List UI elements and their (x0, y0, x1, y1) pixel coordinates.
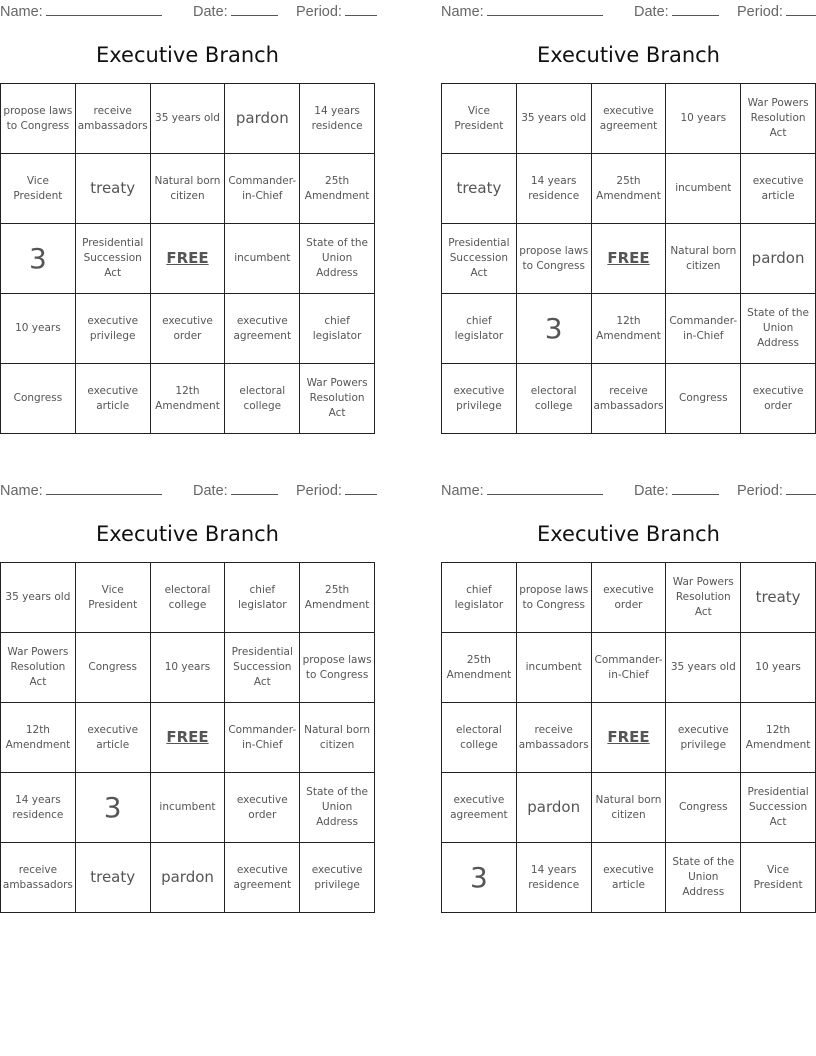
date-field (634, 481, 719, 499)
grid-cell: propose laws to Congress (516, 563, 591, 633)
grid-cell: electoral college (150, 563, 225, 633)
grid-cell: Natural born citizen (591, 773, 666, 843)
grid-cell: Commander-in-Chief (591, 633, 666, 703)
period-label: Period: (737, 483, 783, 499)
grid-cell: Congress (666, 773, 741, 843)
grid-cell: executive order (741, 364, 816, 434)
grid-cell: pardon (225, 84, 300, 154)
grid-cell: Vice President (1, 154, 76, 224)
name-blank (46, 2, 162, 16)
date-label: Date: (193, 483, 228, 499)
bingo-grid (0, 562, 375, 913)
name-blank (46, 481, 162, 495)
period-field (296, 481, 377, 499)
grid-cell: 12th Amendment (741, 703, 816, 773)
grid-row (1, 224, 375, 294)
grid-cell: Presidential Succession Act (442, 224, 517, 294)
bingo-card-1 (0, 0, 375, 440)
grid-cell: War Powers Resolution Act (300, 364, 375, 434)
grid-cell: treaty (442, 154, 517, 224)
grid-row (442, 84, 816, 154)
card-title: Executive Branch (96, 522, 279, 546)
grid-cell: executive order (591, 563, 666, 633)
grid-cell: 35 years old (1, 563, 76, 633)
grid-cell: 14 years residence (516, 154, 591, 224)
grid-cell: 35 years old (150, 84, 225, 154)
date-label: Date: (634, 483, 669, 499)
card-title: Executive Branch (537, 522, 720, 546)
grid-cell: treaty (741, 563, 816, 633)
grid-cell: 25th Amendment (300, 154, 375, 224)
grid-cell: 25th Amendment (591, 154, 666, 224)
grid-cell: 3 (75, 773, 150, 843)
date-blank (231, 481, 278, 495)
grid-cell: 35 years old (516, 84, 591, 154)
date-label: Date: (634, 4, 669, 20)
grid-row (442, 703, 816, 773)
name-label: Name: (0, 483, 43, 499)
grid-cell: 14 years residence (1, 773, 76, 843)
grid-cell: 3 (442, 843, 517, 913)
grid-cell: 10 years (666, 84, 741, 154)
grid-cell: Commander-in-Chief (666, 294, 741, 364)
grid-cell: State of the Union Address (300, 224, 375, 294)
grid-row (1, 773, 375, 843)
grid-cell: Vice President (75, 563, 150, 633)
name-label: Name: (0, 4, 43, 20)
grid-cell: receive ambassadors (591, 364, 666, 434)
grid-cell: State of the Union Address (666, 843, 741, 913)
grid-cell: executive order (150, 294, 225, 364)
grid-row (442, 633, 816, 703)
grid-row (1, 703, 375, 773)
grid-cell: executive article (75, 364, 150, 434)
grid-cell: Presidential Succession Act (225, 633, 300, 703)
grid-row (442, 364, 816, 434)
grid-cell: 10 years (741, 633, 816, 703)
bingo-grid (441, 83, 816, 434)
period-blank (786, 481, 816, 495)
grid-cell: State of the Union Address (741, 294, 816, 364)
bingo-grid (0, 83, 375, 434)
grid-cell: 3 (1, 224, 76, 294)
grid-cell: executive order (225, 773, 300, 843)
grid-cell: War Powers Resolution Act (1, 633, 76, 703)
grid-cell: War Powers Resolution Act (741, 84, 816, 154)
grid-row (442, 563, 816, 633)
grid-cell: chief legislator (442, 294, 517, 364)
grid-cell: executive article (591, 843, 666, 913)
period-field (737, 2, 816, 20)
name-label: Name: (441, 483, 484, 499)
grid-cell: incumbent (225, 224, 300, 294)
grid-cell: 12th Amendment (1, 703, 76, 773)
period-blank (345, 481, 377, 495)
grid-cell: Vice President (442, 84, 517, 154)
grid-cell: 12th Amendment (150, 364, 225, 434)
grid-cell: Vice President (741, 843, 816, 913)
grid-cell: pardon (741, 224, 816, 294)
grid-cell: Presidential Succession Act (741, 773, 816, 843)
grid-cell: 10 years (1, 294, 76, 364)
grid-row (442, 773, 816, 843)
grid-cell: Natural born citizen (666, 224, 741, 294)
grid-cell: propose laws to Congress (516, 224, 591, 294)
date-field (193, 481, 278, 499)
bingo-card-3 (0, 479, 375, 919)
grid-cell: executive agreement (225, 294, 300, 364)
date-blank (672, 2, 719, 16)
grid-cell: Commander-in-Chief (225, 703, 300, 773)
grid-cell: electoral college (442, 703, 517, 773)
grid-cell: executive article (75, 703, 150, 773)
grid-cell: pardon (150, 843, 225, 913)
grid-cell: 25th Amendment (442, 633, 517, 703)
grid-cell: executive agreement (225, 843, 300, 913)
grid-cell: Congress (666, 364, 741, 434)
grid-cell: pardon (516, 773, 591, 843)
grid-cell: War Powers Resolution Act (666, 563, 741, 633)
grid-cell: 35 years old (666, 633, 741, 703)
grid-row (1, 843, 375, 913)
grid-cell: chief legislator (300, 294, 375, 364)
grid-row (442, 294, 816, 364)
grid-cell: Congress (1, 364, 76, 434)
period-field (737, 481, 816, 499)
name-field (0, 481, 162, 499)
grid-row (1, 154, 375, 224)
grid-cell: executive privilege (442, 364, 517, 434)
free-space: FREE (150, 703, 225, 773)
grid-cell: 3 (516, 294, 591, 364)
free-space: FREE (591, 703, 666, 773)
grid-cell: propose laws to Congress (1, 84, 76, 154)
grid-row (442, 154, 816, 224)
grid-cell: State of the Union Address (300, 773, 375, 843)
name-field (0, 2, 162, 20)
grid-row (1, 364, 375, 434)
grid-row (442, 843, 816, 913)
grid-cell: incumbent (666, 154, 741, 224)
date-blank (231, 2, 278, 16)
grid-row (1, 294, 375, 364)
grid-row (1, 633, 375, 703)
grid-cell: 12th Amendment (591, 294, 666, 364)
bingo-card-2 (441, 0, 816, 440)
grid-cell: propose laws to Congress (300, 633, 375, 703)
grid-cell: Presidential Succession Act (75, 224, 150, 294)
grid-cell: electoral college (516, 364, 591, 434)
grid-cell: executive privilege (666, 703, 741, 773)
name-field (441, 481, 603, 499)
grid-cell: Natural born citizen (150, 154, 225, 224)
grid-cell: incumbent (516, 633, 591, 703)
free-space: FREE (591, 224, 666, 294)
grid-cell: executive article (741, 154, 816, 224)
grid-cell: electoral college (225, 364, 300, 434)
date-blank (672, 481, 719, 495)
period-blank (345, 2, 377, 16)
grid-cell: treaty (75, 154, 150, 224)
card-title: Executive Branch (96, 43, 279, 67)
period-field (296, 2, 377, 20)
grid-cell: receive ambassadors (516, 703, 591, 773)
grid-cell: executive privilege (75, 294, 150, 364)
grid-cell: incumbent (150, 773, 225, 843)
grid-cell: chief legislator (442, 563, 517, 633)
name-field (441, 2, 603, 20)
grid-row (1, 84, 375, 154)
grid-cell: 10 years (150, 633, 225, 703)
period-blank (786, 2, 816, 16)
grid-cell: treaty (75, 843, 150, 913)
name-label: Name: (441, 4, 484, 20)
name-blank (487, 2, 603, 16)
period-label: Period: (296, 4, 342, 20)
name-blank (487, 481, 603, 495)
grid-cell: executive agreement (442, 773, 517, 843)
date-field (193, 2, 278, 20)
date-label: Date: (193, 4, 228, 20)
grid-cell: 25th Amendment (300, 563, 375, 633)
grid-cell: receive ambassadors (75, 84, 150, 154)
grid-cell: Congress (75, 633, 150, 703)
free-space: FREE (150, 224, 225, 294)
grid-cell: 14 years residence (516, 843, 591, 913)
grid-cell: receive ambassadors (1, 843, 76, 913)
grid-cell: chief legislator (225, 563, 300, 633)
grid-row (1, 563, 375, 633)
grid-cell: 14 years residence (300, 84, 375, 154)
grid-cell: executive agreement (591, 84, 666, 154)
date-field (634, 2, 719, 20)
bingo-card-4 (441, 479, 816, 919)
card-title: Executive Branch (537, 43, 720, 67)
bingo-grid (441, 562, 816, 913)
grid-row (442, 224, 816, 294)
grid-cell: Natural born citizen (300, 703, 375, 773)
period-label: Period: (737, 4, 783, 20)
grid-cell: Commander-in-Chief (225, 154, 300, 224)
grid-cell: executive privilege (300, 843, 375, 913)
period-label: Period: (296, 483, 342, 499)
